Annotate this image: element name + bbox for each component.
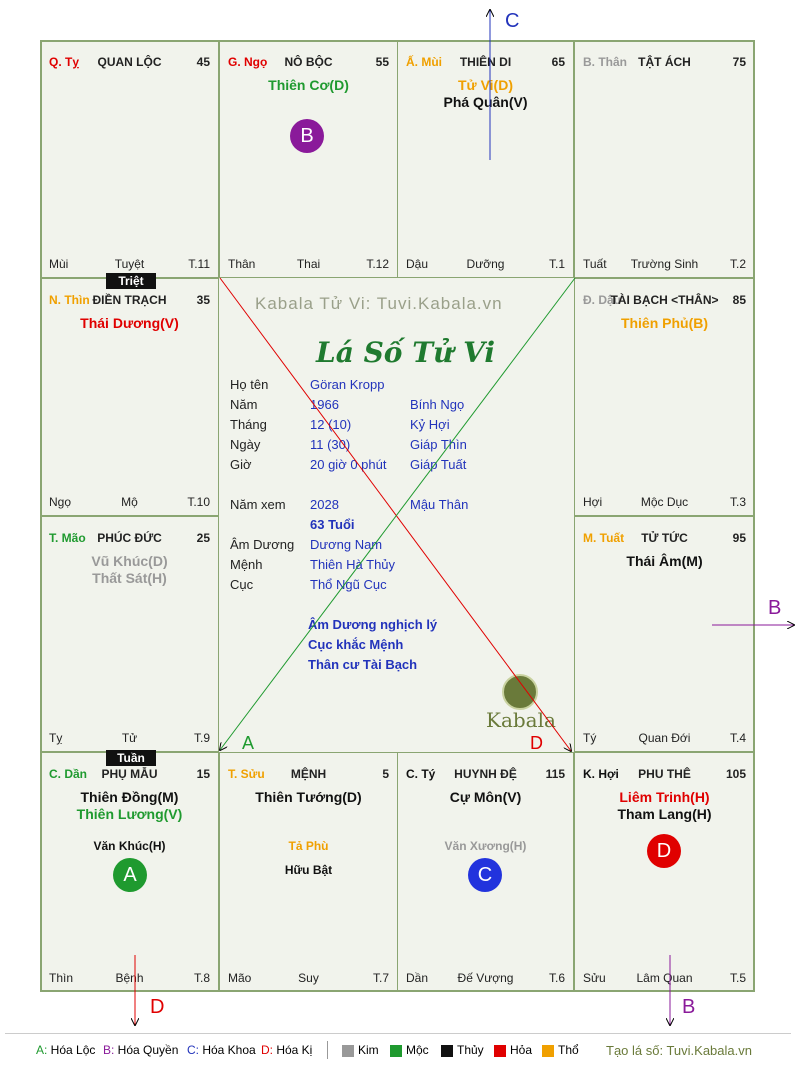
main-star: Liêm Trinh(H) [619, 789, 710, 805]
footer-stage: Tử [121, 731, 138, 745]
minor-star: Văn Xương(H) [444, 839, 527, 853]
footer-branch: Mùi [49, 257, 69, 271]
arrow-label-bottom-left: D [150, 996, 165, 1018]
palace-branch: G. Ngọ [228, 55, 268, 69]
value-view-year: 2028 [310, 497, 339, 512]
label-day: Ngày [230, 437, 261, 452]
main-star: Tham Lang(H) [617, 806, 712, 822]
palace-branch: Ấ. Mùi [406, 55, 442, 69]
palace-number: 15 [196, 767, 210, 781]
footer-branch: Sửu [583, 971, 606, 985]
footer-stage: Suy [298, 971, 319, 985]
legend-separator [327, 1041, 328, 1059]
palace-branch: K. Hợi [583, 767, 619, 781]
footer-stage: Tuyệt [114, 257, 145, 271]
palace-branch: B. Thân [583, 55, 627, 69]
footer-stage: Trường Sinh [630, 257, 699, 271]
main-star: Tử Vi(D) [458, 77, 513, 93]
palace-branch: C. Tý [406, 767, 436, 781]
palace-name: PHÚC ĐỨC [97, 531, 162, 545]
legend-thuy: Thủy [457, 1043, 484, 1057]
footer-month: T.3 [729, 495, 746, 509]
footer-month: T.10 [187, 495, 210, 509]
site-link[interactable]: Tạo lá số: Tuvi.Kabala.vn [606, 1043, 752, 1058]
legend-c-text: Hóa Khoa [199, 1043, 256, 1057]
footer-stage: Đế Vượng [457, 971, 514, 985]
palace-name: THIÊN DI [459, 55, 512, 69]
diag-label-a: A [242, 733, 255, 753]
palace-name: PHỤ MẪU [101, 767, 158, 781]
palace-branch: Đ. Dậu [583, 293, 622, 307]
value-month: 12 (10) [310, 417, 352, 432]
triet-tag: Triệt [106, 273, 156, 289]
legend-b-key: B: [103, 1043, 115, 1057]
main-star: Thiên Tướng(D) [255, 789, 362, 805]
value-hour-cando: Giáp Tuất [410, 457, 467, 472]
palace-number: 25 [196, 531, 210, 545]
note-2: Cục khắc Mệnh [308, 637, 404, 652]
value-day: 11 (30) [310, 437, 351, 452]
badge-c: C [468, 858, 502, 892]
footer-branch: Thìn [49, 971, 74, 985]
value-amduong: Dương Nam [310, 537, 383, 552]
footer-branch: Dậu [406, 257, 429, 271]
main-star: Phá Quân(V) [443, 94, 528, 110]
value-name: Göran Kropp [310, 377, 385, 392]
value-menh: Thiên Hà Thủy [310, 557, 396, 572]
footer-stage: Dưỡng [466, 257, 505, 271]
palace-name: MỆNH [290, 767, 327, 781]
palace-name: HUYNH ĐỆ [454, 767, 517, 781]
value-year: 1966 [310, 397, 339, 412]
legend [0, 1033, 796, 1070]
kabala-logo-text: Kabala [486, 708, 556, 732]
value-day-cando: Giáp Thìn [410, 437, 467, 452]
value-month-cando: Kỷ Hợi [410, 417, 450, 432]
palace-name: PHU THÊ [638, 767, 691, 781]
footer-month: T.1 [548, 257, 565, 271]
footer-stage: Lâm Quan [636, 971, 693, 985]
palace-number: 45 [196, 55, 210, 69]
legend-moc: Mộc [406, 1043, 429, 1057]
palace-number: 75 [732, 55, 746, 69]
main-star: Thái Dương(V) [80, 315, 179, 331]
badge-b: B [290, 119, 324, 153]
main-star: Thất Sát(H) [92, 570, 167, 586]
palace-name: TẬT ÁCH [638, 55, 691, 69]
palace-name: TỬ TỨC [641, 531, 688, 545]
footer-branch: Tỵ [49, 731, 63, 745]
legend-hoa: Hỏa [510, 1043, 533, 1057]
palace-name: TÀI BẠCH <THÂN> [610, 293, 719, 307]
palace-branch: T. Sửu [228, 767, 265, 781]
label-name: Họ tên [230, 377, 269, 392]
palace-branch: C. Dần [49, 767, 88, 781]
legend-tho: Thổ [558, 1043, 579, 1057]
footer-branch: Thân [228, 257, 256, 271]
value-cuc: Thổ Ngũ Cục [310, 577, 387, 592]
palace-number: 55 [375, 55, 389, 69]
footer-branch: Mão [228, 971, 252, 985]
palace-branch: M. Tuất [583, 531, 625, 545]
label-amduong: Âm Dương [230, 537, 295, 552]
palace-name: NÔ BỘC [284, 55, 333, 69]
palace-number: 5 [382, 767, 389, 781]
legend-a-key: A: [36, 1043, 48, 1057]
palace-branch: Q. Tỵ [49, 55, 80, 69]
label-cuc: Cục [230, 577, 254, 592]
legend-c-key: C: [187, 1043, 199, 1057]
value-hour: 20 giờ 0 phút [310, 457, 387, 472]
footer-month: T.9 [193, 731, 210, 745]
legend-d-text: Hóa Kị [273, 1043, 313, 1057]
palace-name: QUAN LỘC [97, 55, 162, 69]
footer-stage: Mộc Dục [640, 495, 689, 509]
footer-stage: Mộ [121, 495, 138, 509]
legend-kim: Kim [358, 1043, 379, 1057]
chart-title: Lá Số Tử Vi [316, 336, 496, 369]
legend-divider [5, 1033, 791, 1034]
footer-month: T.12 [366, 257, 389, 271]
main-star: Thiên Phủ(B) [620, 315, 709, 331]
swatch-tho [542, 1045, 554, 1057]
arrow-label-top: C [505, 10, 520, 32]
main-star: Thiên Lương(V) [76, 806, 183, 822]
footer-branch: Tý [583, 731, 597, 745]
value-age: 63 Tuổi [310, 517, 355, 532]
label-view-year: Năm xem [230, 497, 286, 512]
badge-d: D [647, 834, 681, 868]
swatch-kim [342, 1045, 354, 1057]
swatch-thuy [441, 1045, 453, 1057]
palace-number: 35 [196, 293, 210, 307]
footer-branch: Ngọ [49, 495, 72, 509]
footer-month: T.4 [729, 731, 746, 745]
footer-branch: Tuất [583, 257, 607, 271]
note-3: Thân cư Tài Bạch [308, 657, 418, 672]
watermark-text: Kabala Tử Vi: Tuvi.Kabala.vn [255, 294, 503, 313]
palace-number: 85 [732, 293, 746, 307]
value-year-cando: Bính Ngọ [410, 397, 465, 412]
palace-number: 115 [545, 767, 565, 781]
footer-branch: Dần [406, 971, 429, 985]
arrow-label-right: B [768, 597, 782, 619]
footer-month: T.6 [548, 971, 565, 985]
label-menh: Mệnh [230, 557, 263, 572]
swatch-hoa [494, 1045, 506, 1057]
palace-number: 95 [732, 531, 746, 545]
legend-a-text: Hóa Lộc [47, 1043, 96, 1057]
minor-star: Văn Khúc(H) [93, 839, 166, 853]
footer-stage: Bệnh [115, 971, 144, 985]
main-star: Thiên Đồng(M) [80, 789, 179, 805]
label-month: Tháng [230, 417, 267, 432]
main-star: Thiên Cơ(D) [268, 77, 349, 93]
badge-a: A [113, 858, 147, 892]
arrow-label-bottom-right: B [682, 996, 696, 1018]
diag-label-d: D [530, 733, 543, 753]
diagonal-green-line [220, 278, 575, 750]
note-1: Âm Dương nghịch lý [308, 617, 438, 632]
main-star: Cự Môn(V) [449, 789, 522, 805]
minor-star: Hữu Bật [284, 863, 333, 877]
main-star: Vũ Khúc(D) [91, 553, 168, 569]
footer-month: T.11 [188, 257, 210, 271]
footer-month: T.2 [729, 257, 746, 271]
footer-month: T.7 [372, 971, 389, 985]
main-star: Thái Âm(M) [626, 553, 703, 569]
legend-d-key: D: [261, 1043, 273, 1057]
label-hour: Giờ [230, 457, 252, 472]
palace-branch: T. Mão [49, 531, 86, 545]
footer-branch: Hợi [583, 495, 603, 509]
minor-star: Tả Phù [288, 839, 329, 853]
footer-month: T.5 [729, 971, 746, 985]
swatch-moc [390, 1045, 402, 1057]
tuan-tag: Tuần [106, 750, 156, 766]
label-year: Năm [230, 397, 258, 412]
palace-branch: N. Thìn [49, 293, 90, 307]
legend-b-text: Hóa Quyền [114, 1043, 179, 1057]
value-view-year-cando: Mậu Thân [410, 497, 469, 512]
palace-number: 105 [725, 767, 746, 781]
palace-name: ĐIỀN TRẠCH [92, 293, 167, 307]
footer-stage: Thai [296, 257, 321, 271]
palace-number: 65 [551, 55, 565, 69]
footer-month: T.8 [193, 971, 210, 985]
footer-stage: Quan Đới [638, 731, 691, 745]
